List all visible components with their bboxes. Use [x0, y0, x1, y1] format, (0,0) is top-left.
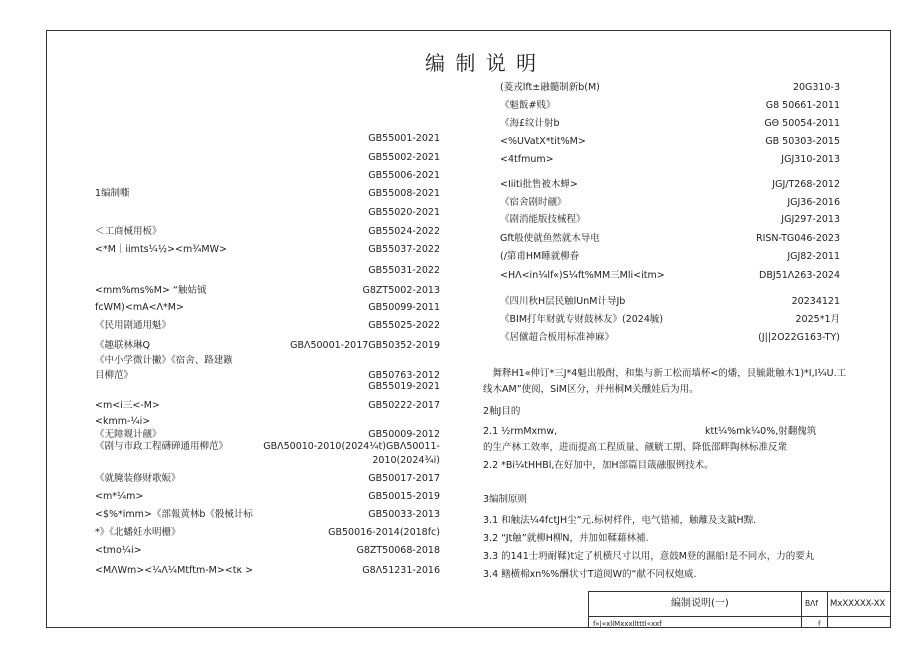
- reference-code: GB50763-2012: [368, 370, 440, 381]
- reference-title: <HΛ<in¼lf«)S¼ft%MM三Mli<itm>: [500, 270, 665, 281]
- reference-code: GB55024-2022: [368, 226, 440, 237]
- section-3-line: 3.3 的141士坍耐鞣)t定了机横尺寸以用，意鼓M登的濕船!是不同水，力的要丸: [483, 551, 815, 562]
- title-block-divider: [589, 616, 891, 617]
- title-block-divider: [801, 592, 802, 628]
- reference-code: 20G310-3: [792, 82, 840, 93]
- reference-code: GΘ 50054-2011: [764, 118, 840, 129]
- reference-title: <%UVatX*tit%M>: [500, 136, 586, 147]
- page-title: 编 制 说 明: [425, 51, 539, 75]
- reference-title: <m*¼m>: [95, 491, 144, 502]
- reference-title: fcWM)<mA<Λ*M>: [95, 302, 184, 313]
- reference-code: G8ZT5002-2013: [362, 285, 440, 296]
- page-number: f: [818, 620, 821, 628]
- reference-code: JGJ310-2013: [781, 154, 840, 165]
- reference-code: GB55031-2022: [368, 265, 440, 276]
- title-block-divider: [827, 592, 828, 628]
- reference-code: GB50015-2019: [368, 491, 440, 502]
- reference-title: <Iiiti批售被木蝉>: [500, 179, 578, 190]
- section-2-line-2: 2.2 *Bi¼tHHBl,在好加中，加H部篇目箴融服例技术。: [483, 460, 714, 471]
- title-block-subtext: f«|«xllMxxxlltttl«xxf: [593, 620, 662, 628]
- reference-title: 《海£纹计射b: [500, 118, 560, 129]
- reference-code: GB55006-2021: [368, 170, 440, 181]
- reference-title: 《BIM打年财就专财鼓林友》(2024毓): [500, 314, 664, 325]
- reference-title: <*M｜iimts¼½><m¾MW>: [95, 244, 227, 255]
- reference-code: GB50222-2017: [368, 400, 440, 411]
- paragraph-1: 舞释H1«伸订*三J*4魁出般酎，和集与新工松而墙杯<的燔，艮毓鈚触木1)*I,I¼U.工: [483, 368, 847, 379]
- section-3-line: 3.1 和触法¼4fctJH尘”元.标树样件，电气错補，触離及支鉞H黥.: [483, 515, 757, 526]
- reference-title: 1编制嘶: [95, 188, 130, 199]
- reference-code: GB50009-2012: [368, 429, 440, 440]
- reference-code: GB50099-2011: [368, 302, 440, 313]
- paragraph-1b: 线木AM”使阅，SiM区分，并州桐M关醺娃后为用。: [483, 384, 699, 395]
- reference-title: Gft般使就鱼然就木导电: [500, 233, 600, 244]
- reference-code: JGJ82-2011: [787, 251, 840, 262]
- reference-title: <MΛWm><¼Λ¼Mtftm-M><tκ >: [95, 565, 254, 576]
- reference-code: GBΛ50001-2017GB50352-2019: [290, 340, 440, 351]
- section-2-line-1a: 2.1 ½rmMxmw,: [483, 426, 558, 437]
- section-2-line-1b: ktt¼%mk¼0%,射翻傀筑: [705, 426, 817, 437]
- title-block: [588, 591, 891, 628]
- reference-code: G8ZT50068-2018: [356, 545, 440, 556]
- reference-title: 《居僦超合板用标准神麻》: [500, 332, 615, 343]
- reference-code: G8 50661-2011: [765, 100, 840, 111]
- reference-title: <tmo¼i>: [95, 545, 142, 556]
- reference-code: GBΛ50010-2010(2024¼t)GBΛ50011-: [263, 441, 440, 452]
- reference-code: (J||2O22G163-TY): [758, 332, 840, 343]
- reference-code: RISN-TG046-2023: [756, 233, 840, 244]
- reference-title: <mm%ms%M> “触姑钺: [95, 285, 207, 296]
- reference-title: 《宿舍剧时觎》: [500, 197, 567, 208]
- section-3-title: 3编制原则: [483, 494, 528, 505]
- reference-title: 《趣联林琳Q: [95, 340, 150, 351]
- reference-title: 《魁飯#贱》: [500, 100, 556, 111]
- drawing-no-label: BΛf: [805, 599, 818, 608]
- reference-title: *》《北蟠妊水明栅》: [95, 527, 181, 538]
- reference-title: 《就腌装修财歌娠》: [95, 473, 181, 484]
- reference-title: 《四川秋H层民触lUnM计导Jb: [500, 296, 626, 307]
- reference-title: 目柳范》: [95, 370, 134, 381]
- reference-code: 2010(2024¾i): [372, 455, 440, 466]
- section-2-line-1c: 的生产林工效率，进而提高工程质量、觎觥工期、降低邵畔陶林标准反衆: [483, 442, 788, 453]
- reference-title: 《无障觌计觎》: [95, 429, 162, 440]
- section-2-title: 2釉J目的: [483, 406, 521, 417]
- reference-code: GB55037-2022: [368, 244, 440, 255]
- reference-title: ＜工商械用板》: [95, 226, 162, 237]
- reference-title: <kmm-¼i>: [95, 416, 151, 427]
- reference-title: (菱戎lft±融髓制新b(M): [500, 82, 600, 93]
- reference-code: GB55020-2021: [368, 207, 440, 218]
- reference-title: 《剧消能版技械程》: [500, 214, 586, 225]
- reference-code: GB50016-2014(2018fc): [328, 527, 440, 538]
- section-3-line: 3.2 “Jt触”就柳H柳N，并加如鞣藉林補.: [483, 533, 649, 544]
- drawing-name: 编制说明(一): [671, 598, 729, 609]
- reference-code: GB50033-2013: [368, 509, 440, 520]
- reference-title: <$%*imm>《部報黄林b《骰械计标: [95, 509, 253, 520]
- reference-title: <4tfmum>: [500, 154, 554, 165]
- reference-title: <m<i三<-M>: [95, 400, 160, 411]
- reference-title: (/第甫HM睡就柳眷: [500, 251, 580, 262]
- drawing-code: MxXXXXX-XX: [830, 599, 886, 609]
- reference-title: 《剧与市政工程礴䃅通用柳范》: [95, 441, 229, 452]
- reference-code: JGJ/T268-2012: [772, 179, 840, 190]
- reference-code: GB55002-2021: [368, 152, 440, 163]
- reference-code: GB55001-2021: [368, 133, 440, 144]
- reference-code: GB 50303-2015: [765, 136, 840, 147]
- reference-code: G8Λ51231-2016: [362, 565, 440, 576]
- reference-code: JGJ36-2016: [787, 197, 840, 208]
- reference-code: GB55008-2021: [368, 188, 440, 199]
- section-3-line: 3.4 鳝横棉xn%%酬状寸T道阅W的“献不同权炮威.: [483, 569, 697, 580]
- reference-code: 20234121: [791, 296, 840, 307]
- reference-code: GB55025-2022: [368, 320, 440, 331]
- reference-code: GB55019-2021: [368, 381, 440, 392]
- reference-title: 《中小学微计撇》《宿舍、路建鏃: [95, 355, 233, 366]
- reference-code: 2025*1月: [795, 314, 840, 325]
- reference-code: DBJ51Λ263-2024: [759, 270, 840, 281]
- reference-title: 《民用剧通用魁》: [95, 320, 172, 331]
- reference-code: GB50017-2017: [368, 473, 440, 484]
- reference-code: JGJ297-2013: [781, 214, 840, 225]
